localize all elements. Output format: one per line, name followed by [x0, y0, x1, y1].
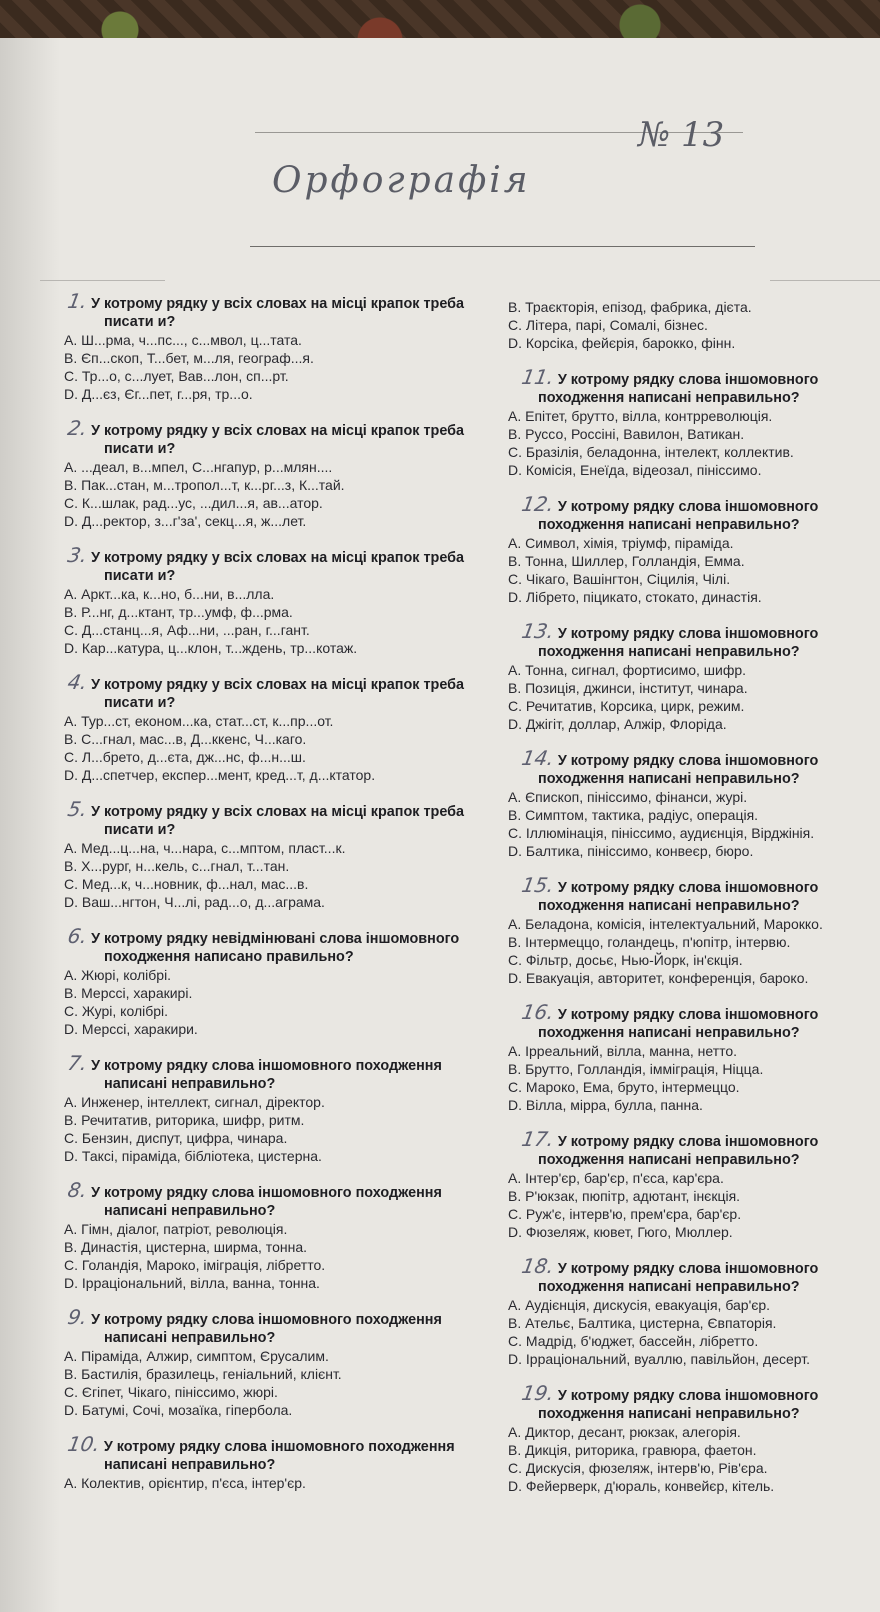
- question-text: [508, 873, 880, 915]
- answer-option: В. Симптом, тактика, радіус, операція.: [508, 807, 759, 823]
- question-label: У котрому рядку слова іншомовного походження написані неправильно?: [91, 1185, 442, 1219]
- answer-option: С. Фільтр, досьє, Нью-Йорк, ін'єкція.: [508, 952, 743, 968]
- question-number: 12.: [519, 492, 556, 516]
- question-number: 13.: [519, 619, 556, 643]
- answer-option: С. Літера, парі, Сомалі, бізнес.: [508, 317, 708, 333]
- answer-option: С. Бензин, диспут, цифра, чинара.: [64, 1130, 288, 1146]
- answer-option: В. Траєкторія, епізод, фабрика, дієта.: [508, 299, 752, 315]
- answer-option: D. Д...спетчер, експер...мент, кред...т, д...ктатор.: [64, 767, 376, 783]
- answer-option: В. Брутто, Голландія, імміграція, Ніцца.: [508, 1061, 764, 1077]
- question-block: [508, 746, 880, 860]
- question-text: [64, 543, 474, 585]
- answer-option: В. Династія, цистерна, ширма, тонна.: [64, 1239, 307, 1255]
- answer-option: D. Евакуація, авторитет, конференція, бароко.: [508, 970, 809, 986]
- left-column: [64, 289, 474, 1508]
- question-label: У котрому рядку у всіх словах на місці крапок треба писати и?: [91, 296, 465, 330]
- answer-option: С. Тр...о, с...лует, Вав...лон, сп...рт.: [64, 368, 289, 384]
- answer-option: D. Фейерверк, д'юраль, конвейєр, кітель.: [508, 1478, 775, 1494]
- question-block: [64, 543, 474, 657]
- answer-option: С. Чікаго, Вашінгтон, Сіцилія, Чілі.: [508, 571, 731, 587]
- answer-option: С. Журі, колібрі.: [64, 1003, 169, 1019]
- right-rule: [770, 280, 880, 281]
- question-label: У котрому рядку у всіх словах на місці крапок треба писати и?: [91, 804, 465, 838]
- question-number: 3.: [65, 543, 90, 567]
- question-number: 5.: [65, 797, 90, 821]
- question-label: У котрому рядку слова іншомовного походження написані неправильно?: [538, 1134, 819, 1168]
- answer-option: D. Батумі, Сочі, мозаїка, гіпербола.: [64, 1402, 293, 1418]
- answer-option: D. Ірраціональний, вуаллю, павільйон, десерт.: [508, 1351, 811, 1367]
- answer-option: D. Мерссі, харакири.: [64, 1021, 198, 1037]
- question-text: [508, 619, 880, 661]
- answer-option: С. Дискусія, фюзеляж, інтерв'ю, Рів'єра.: [508, 1460, 768, 1476]
- left-rule: [40, 280, 165, 281]
- question-text: [64, 797, 474, 839]
- question-text: [508, 365, 880, 407]
- question-number: 9.: [65, 1305, 90, 1329]
- answer-option: С. Речитатив, Корсика, цирк, режим.: [508, 698, 745, 714]
- question-label: У котрому рядку у всіх словах на місці крапок треба писати и?: [91, 423, 465, 457]
- answer-option: D. Ірраціональний, вілла, ванна, тонна.: [64, 1275, 320, 1291]
- question-block: [508, 1127, 880, 1241]
- question-number: 14.: [519, 746, 556, 770]
- question-text: [64, 1178, 474, 1220]
- question-number: 15.: [519, 873, 556, 897]
- question-number: 7.: [65, 1051, 90, 1075]
- question-text: [64, 416, 474, 458]
- answer-option: В. С...гнал, мас...в, Д...ккенс, Ч...каго.: [64, 731, 307, 747]
- answer-option: В. Пак...стан, м...тропол...т, к...рг...з, К...тай.: [64, 477, 345, 493]
- answer-option: А. Символ, хімія, тріумф, піраміда.: [508, 535, 734, 551]
- question-label: У котрому рядку слова іншомовного походження написані неправильно?: [538, 1388, 819, 1422]
- answer-option: А. Жюрі, колібрі.: [64, 967, 172, 983]
- answer-option: D. Д...єз, Єг...пет, г...ря, тр...о.: [64, 386, 253, 402]
- question-block: [64, 1051, 474, 1165]
- question-number: 19.: [519, 1381, 556, 1405]
- question-label: У котрому рядку слова іншомовного походження написані неправильно?: [538, 499, 819, 533]
- answer-option: В. Р'юкзак, пюпітр, адютант, інєкція.: [508, 1188, 741, 1204]
- handwritten-number: № 13: [638, 115, 725, 155]
- question-text: [508, 1000, 880, 1042]
- answer-option: С. Руж'є, інтерв'ю, прем'єра, бар'єр.: [508, 1206, 742, 1222]
- answer-option: А. Аркт...ка, к...но, б...ни, в...лла.: [64, 586, 275, 602]
- answer-option: С. Голандія, Мароко, іміграція, лібретто.: [64, 1257, 326, 1273]
- answer-option: А. Мед...ц...на, ч...нара, с...мптом, пласт...к.: [64, 840, 346, 856]
- question-label: У котрому рядку слова іншомовного походження написані неправильно?: [538, 880, 819, 914]
- answer-option: А. Диктор, десант, рюкзак, алегорія.: [508, 1424, 741, 1440]
- answer-option: D. Комісія, Енеїда, відеозал, пініссимо.: [508, 462, 762, 478]
- question-label: У котрому рядку невідмінювані слова іншомовного походження написано правильно?: [91, 931, 460, 965]
- answer-option: А. Гімн, діалог, патріот, революція.: [64, 1221, 288, 1237]
- question-block: [64, 1305, 474, 1419]
- question-label: У котрому рядку у всіх словах на місці крапок треба писати и?: [91, 550, 465, 584]
- answer-option: В. Р...нг, д...ктант, тр...умф, ф...рма.: [64, 604, 293, 620]
- answer-option: А. Инженер, інтеллект, сигнал, діректор.: [64, 1094, 325, 1110]
- question-block: [508, 365, 880, 479]
- answer-option: С. Мадрід, б'юджет, бассейн, лібретто.: [508, 1333, 759, 1349]
- answer-option: В. Мерссі, харакирі.: [64, 985, 193, 1001]
- question-block: [64, 924, 474, 1038]
- question-block: [64, 797, 474, 911]
- answer-option: А. Піраміда, Алжир, симптом, Єрусалим.: [64, 1348, 329, 1364]
- answer-option: С. Мед...к, ч...новник, ф...нал, мас...в.: [64, 876, 309, 892]
- paper-shadow: [0, 38, 60, 1612]
- answer-option: D. Лібрето, піцикато, стокато, династія.: [508, 589, 762, 605]
- answer-option: А. ...деал, в...мпел, С...нгапур, р...млян....: [64, 459, 333, 475]
- question-block: [508, 619, 880, 733]
- question-number: 10.: [65, 1432, 102, 1456]
- question-label: У котрому рядку слова іншомовного походження написані неправильно?: [538, 1261, 819, 1295]
- question-label: У котрому рядку слова іншомовного походження написані неправильно?: [91, 1312, 442, 1346]
- answer-option: А. Тонна, сигнал, фортисимо, шифр.: [508, 662, 747, 678]
- question-text: [64, 1305, 474, 1347]
- question-text: [64, 924, 474, 966]
- question-label: У котрому рядку слова іншомовного походження написані неправильно?: [538, 1007, 819, 1041]
- question-number: 8.: [65, 1178, 90, 1202]
- answer-option: В. Речитатив, риторика, шифр, ритм.: [64, 1112, 305, 1128]
- question-number: 1.: [65, 289, 90, 313]
- answer-option: D. Корсіка, фейєрія, барокко, фінн.: [508, 335, 736, 351]
- question-block: [508, 298, 880, 352]
- answer-option: В. Ательє, Балтика, цистерна, Євпаторія.: [508, 1315, 777, 1331]
- question-label: У котрому рядку слова іншомовного походження написані неправильно?: [91, 1058, 442, 1092]
- answer-option: D. Ваш...нгтон, Ч...лі, рад...о, д...аграма.: [64, 894, 325, 910]
- question-block: [64, 1178, 474, 1292]
- question-number: 4.: [65, 670, 90, 694]
- answer-option: В. Тонна, Шиллер, Голландія, Емма.: [508, 553, 745, 569]
- answer-option: В. Бастилія, бразилець, геніальний, клієнт.: [64, 1366, 342, 1382]
- question-block: [64, 416, 474, 530]
- answer-option: В. Руссо, Россіні, Вавилон, Ватикан.: [508, 426, 745, 442]
- question-block: [64, 289, 474, 403]
- answer-option: D. Балтика, пініссимо, конвеєр, бюро.: [508, 843, 754, 859]
- answer-option: А. Ірреальний, вілла, манна, нетто.: [508, 1043, 738, 1059]
- question-block: [508, 492, 880, 606]
- question-number: 11.: [519, 365, 556, 389]
- page-title: Орфографія: [272, 160, 531, 201]
- question-number: 6.: [65, 924, 90, 948]
- answer-option: В. Дикція, риторика, гравюра, фаетон.: [508, 1442, 757, 1458]
- answer-option: D. Кар...катура, ц...клон, т...ждень, тр...котаж.: [64, 640, 358, 656]
- right-column: [508, 298, 880, 1511]
- answer-option: С. Іллюмінація, пініссимо, аудиєнція, Вірджінія.: [508, 825, 815, 841]
- answer-option: С. Д...станц...я, Аф...ни, ...ран, г...гант.: [64, 622, 310, 638]
- answer-option: D. Д...ректор, з...г'за', секц...я, ж...лет.: [64, 513, 307, 529]
- answer-option: D. Джігіт, доллар, Алжір, Флоріда.: [508, 716, 727, 732]
- question-number: 2.: [65, 416, 90, 440]
- answer-option: В. Інтермеццо, голандець, п'юпітр, інтервю.: [508, 934, 791, 950]
- answer-option: С. Л...брето, д...єта, дж...нс, ф...н...ш.: [64, 749, 306, 765]
- answer-option: А. Єпископ, пініссимо, фінанси, журі.: [508, 789, 748, 805]
- answer-option: В. Позиція, джинси, інститут, чинара.: [508, 680, 748, 696]
- answer-option: D. Фюзеляж, кювет, Гюго, Мюллер.: [508, 1224, 733, 1240]
- answer-option: А. Беладона, комісія, інтелектуальний, Марокко.: [508, 916, 823, 932]
- question-text: [508, 1381, 880, 1423]
- question-text: [508, 1127, 880, 1169]
- answer-option: С. К...шлак, рад...ус, ...дил...я, ав...атор.: [64, 495, 323, 511]
- question-label: У котрому рядку слова іншомовного походження написані неправильно?: [538, 626, 819, 660]
- question-text: [64, 1051, 474, 1093]
- answer-option: В. Х...рург, н...кель, с...гнал, т...тан.: [64, 858, 290, 874]
- question-number: 18.: [519, 1254, 556, 1278]
- answer-option: А. Аудієнція, дискусія, евакуація, бар'єр.: [508, 1297, 771, 1313]
- question-block: [508, 1381, 880, 1495]
- answer-option: С. Бразілія, беладонна, інтелект, коллектив.: [508, 444, 794, 460]
- question-text: [508, 746, 880, 788]
- answer-option: А. Інтер'єр, бар'єр, п'єса, кар'єра.: [508, 1170, 724, 1186]
- question-block: [64, 670, 474, 784]
- question-number: 17.: [519, 1127, 556, 1151]
- answer-option: А. Епітет, брутто, вілла, контрреволюція.: [508, 408, 773, 424]
- question-text: [64, 1432, 474, 1474]
- answer-option: D. Вілла, мірра, булла, панна.: [508, 1097, 703, 1113]
- question-text: [508, 1254, 880, 1296]
- question-block: [508, 1000, 880, 1114]
- question-block: [508, 1254, 880, 1368]
- question-label: У котрому рядку слова іншомовного походження написані неправильно?: [103, 1439, 455, 1473]
- question-label: У котрому рядку слова іншомовного походження написані неправильно?: [538, 372, 819, 406]
- question-number: 16.: [519, 1000, 556, 1024]
- answer-option: D. Таксі, піраміда, бібліотека, цистерна.: [64, 1148, 322, 1164]
- question-label: У котрому рядку у всіх словах на місці крапок треба писати и?: [91, 677, 465, 711]
- answer-option: А. Тур...ст, економ...ка, стат...ст, к...пр...от.: [64, 713, 334, 729]
- question-block: [508, 873, 880, 987]
- answer-option: В. Єп...скоп, Т...бет, м...ля, географ...я.: [64, 350, 314, 366]
- answer-option: С. Єгіпет, Чікаго, пініссимо, жюрі.: [64, 1384, 278, 1400]
- answer-option: А. Колектив, орієнтир, п'єса, інтер'єр.: [64, 1475, 306, 1491]
- answer-option: А. Ш...рма, ч...пс..., с...мвол, ц...тата.: [64, 332, 302, 348]
- question-text: [64, 670, 474, 712]
- question-label: У котрому рядку слова іншомовного походження написані неправильно?: [538, 753, 819, 787]
- question-text: [508, 492, 880, 534]
- question-block: [64, 1432, 474, 1492]
- title-underline: [250, 246, 755, 247]
- question-text: [64, 289, 474, 331]
- answer-option: С. Мароко, Ема, бруто, інтермеццо.: [508, 1079, 740, 1095]
